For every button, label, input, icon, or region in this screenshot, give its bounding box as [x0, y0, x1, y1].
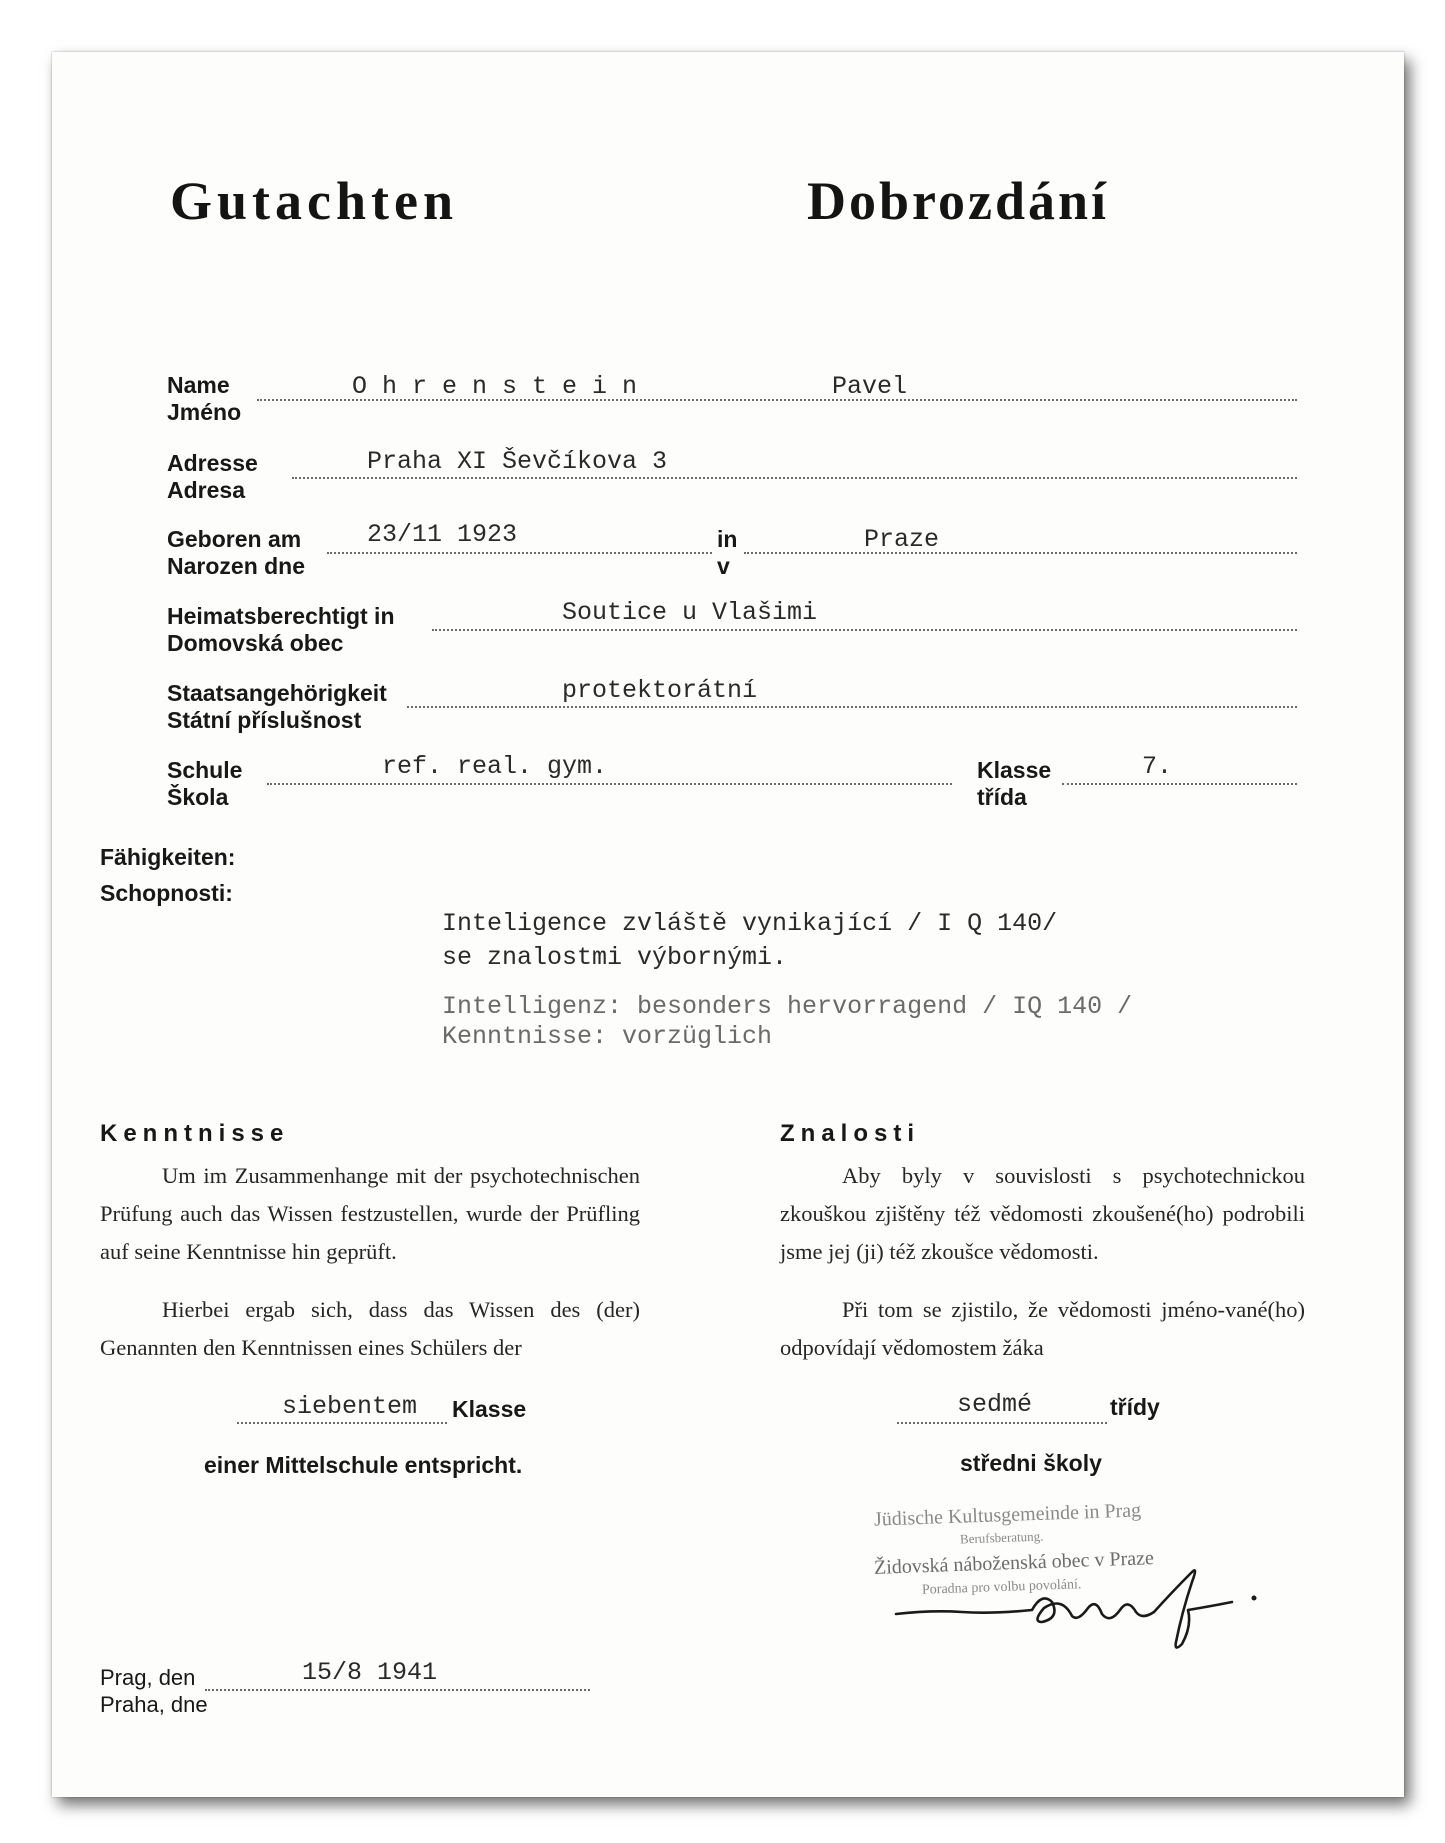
class-label: Klasse třída: [977, 757, 1052, 810]
german-class-value: siebentem: [282, 1392, 418, 1421]
surname-value: Ohrenstein: [352, 372, 653, 401]
date-dotted-line: [205, 1689, 590, 1691]
domicile-value: Soutice u Vlašimi: [562, 598, 818, 627]
domicile-label: Heimatsberechtigt in Domovská obec: [167, 603, 395, 656]
german-class-label: Klasse: [452, 1396, 527, 1422]
stamp-line-1: Jüdische Kultusgemeinde in Prag: [873, 1499, 1142, 1531]
abilities-label: Fähigkeiten: Schopnosti:: [100, 844, 236, 906]
date-label: Prag, den Praha, dne: [100, 1665, 208, 1717]
knowledge-czech-text: Aby byly v souvislosti s psychotechnickou zkouškou zjištěny též vědomosti zkoušené(ho) podrobili jsme jej (ji) též zkoušce vědomosti. Při tom se zjistilo, že vědomosti jméno-vané(ho) odpovídají vědomostem žáka: [780, 1163, 1305, 1360]
school-dotted-line: [267, 783, 952, 785]
birth-place-label: in v: [717, 526, 738, 579]
address-value: Praha XI Ševčíkova 3: [367, 447, 668, 476]
title-czech: Dobrozdání: [807, 171, 1110, 231]
address-label: Adresse Adresa: [167, 450, 258, 503]
knowledge-heading-czech: Znalosti: [780, 1120, 921, 1147]
abilities-czech-text: Inteligence zvláště vynikající / I Q 140/ se znalostmi výbornými.: [442, 909, 1058, 972]
birth-place-value: Praze: [864, 525, 940, 554]
signature: [892, 1552, 1272, 1662]
german-closing: einer Mittelschule entspricht.: [204, 1452, 523, 1478]
stamp-line-4: Poradna pro volbu povolání.: [921, 1577, 1082, 1598]
title-german: Gutachten: [170, 171, 458, 231]
citizenship-value: protektorátní: [562, 676, 758, 705]
name-label: Name Jméno: [167, 372, 242, 425]
citizenship-dotted-line: [407, 706, 1297, 708]
school-label: Schule Škola: [167, 757, 243, 810]
birth-date-dotted-line: [327, 552, 712, 554]
birth-date-label: Geboren am Narozen dne: [167, 526, 306, 579]
german-class-dotted-line: [237, 1422, 447, 1424]
birth-place-dotted-line: [744, 552, 1297, 554]
domicile-dotted-line: [432, 629, 1297, 631]
given-name-value: Pavel: [832, 372, 908, 401]
birth-date-value: 23/11 1923: [367, 520, 518, 549]
czech-class-value: sedmé: [957, 1390, 1033, 1419]
czech-class-label: třídy: [1110, 1394, 1160, 1420]
school-value: ref. real. gym.: [382, 752, 608, 781]
class-value: 7.: [1142, 752, 1173, 781]
date-value: 15/8 1941: [302, 1658, 438, 1687]
abilities-german-text: Intelligenz: besonders hervorragend / IQ 140 / Kenntnisse: vorzüglich: [442, 992, 1133, 1051]
czech-closing: středni školy: [960, 1450, 1102, 1476]
class-dotted-line: [1062, 783, 1297, 785]
document-sheet: [52, 52, 1404, 1797]
citizenship-label: Staatsangehörigkeit Státní příslušnost: [167, 680, 387, 733]
czech-class-dotted-line: [897, 1422, 1107, 1424]
knowledge-heading-german: Kenntnisse: [100, 1120, 290, 1147]
stamp-line-2: Berufsberatung.: [959, 1528, 1044, 1547]
knowledge-german-text: Um im Zusammenhange mit der psychotechnischen Prüfung auch das Wissen festzustellen, wurde der Prüfling auf seine Kenntnisse hin geprüft. Hierbei ergab sich, dass das Wissen des (der) Genannten den Kenntnissen eines Schülers der: [100, 1163, 640, 1360]
address-dotted-line: [292, 477, 1297, 479]
stamp-line-3: Židovská náboženská obec v Praze: [873, 1547, 1155, 1579]
